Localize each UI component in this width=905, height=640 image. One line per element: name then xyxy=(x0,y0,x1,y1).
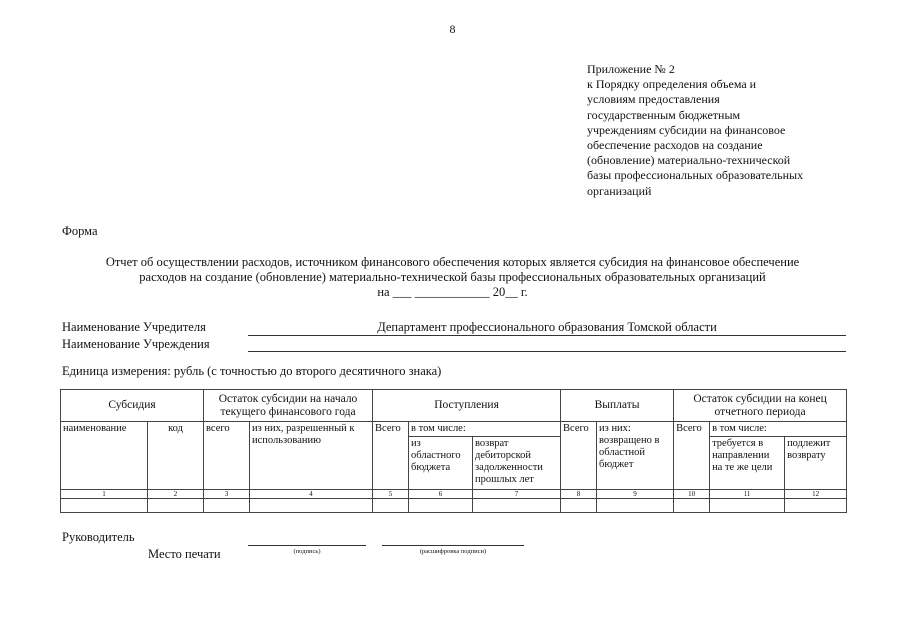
col-end-total: Всего xyxy=(674,422,710,490)
col-payments-total: Всего xyxy=(561,422,597,490)
column-number: 1 xyxy=(61,490,148,499)
table-cell xyxy=(710,499,785,513)
column-number: 4 xyxy=(250,490,373,499)
page-number: 8 xyxy=(449,22,456,36)
column-number: 2 xyxy=(148,490,204,499)
appendix-line: Приложение № 2 xyxy=(587,62,675,76)
table-cell xyxy=(250,499,373,513)
table-cell xyxy=(373,499,409,513)
header-remain-start: Остаток субсидии на начало текущего финансового года xyxy=(204,390,373,422)
table-cell xyxy=(561,499,597,513)
signature-decode-line xyxy=(382,545,524,546)
signature-decode-caption: (расшифровка подписи) xyxy=(419,548,487,555)
col-allowed: из них, разрешенный к использованию xyxy=(250,422,373,490)
table-cell xyxy=(597,499,674,513)
column-numbers-row xyxy=(61,490,847,499)
report-date-line: на ___ ____________ 20__ г. xyxy=(377,285,528,299)
appendix-line: обеспечение расходов на создание xyxy=(587,138,763,153)
col-end-needed: требуется в направлении на те же цели xyxy=(710,437,785,490)
col-name: наименование xyxy=(61,422,148,490)
column-number: 12 xyxy=(785,490,847,499)
col-end-to-return: подлежит возврату xyxy=(785,437,847,490)
signature-caption: (подпись) xyxy=(293,548,321,555)
header-receipts: Поступления xyxy=(373,390,561,422)
column-number: 7 xyxy=(473,490,561,499)
col-code: код xyxy=(148,422,204,490)
appendix-line: (обновление) материально-технической xyxy=(587,153,791,168)
column-number: 5 xyxy=(373,490,409,499)
table-cell xyxy=(473,499,561,513)
appendix-line: к Порядку определения объема и xyxy=(587,77,757,92)
col-payments-returned: возвращено в областной бюджет xyxy=(599,435,660,470)
column-number: 8 xyxy=(561,490,597,499)
institution-field xyxy=(248,336,846,352)
col-end-including: в том числе: xyxy=(710,422,847,437)
appendix-line: государственным бюджетным xyxy=(587,107,741,122)
unit-of-measure: Единица измерения: рубль (с точностью до второго десятичного знака) xyxy=(62,364,442,378)
report-title-line-2: расходов на создание (обновление) материально-технической базы профессиональных образовательных организаций xyxy=(139,270,766,284)
founder-value: Департамент профессионального образования Томской области xyxy=(377,320,717,334)
report-table xyxy=(60,389,847,513)
header-remain-end: Остаток субсидии на конец отчетного периода xyxy=(674,390,847,422)
col-payments-of-them-label: из них: xyxy=(599,423,631,434)
appendix-line: базы профессиональных образовательных xyxy=(587,168,804,183)
col-receipts-including: в том числе: xyxy=(409,422,561,437)
appendix-block xyxy=(587,62,887,199)
table-cell xyxy=(409,499,473,513)
form-label: Форма xyxy=(62,224,98,238)
table-cell xyxy=(785,499,847,513)
signature-line xyxy=(248,545,366,546)
stamp-label: Место печати xyxy=(148,547,221,561)
report-title-line-1: Отчет об осуществлении расходов, источником финансового обеспечения которых является субсидия на финансовое обеспечение xyxy=(105,255,800,269)
header-subsidy: Субсидия xyxy=(61,390,204,422)
header-payments: Выплаты xyxy=(561,390,674,422)
col-receipts-total: Всего xyxy=(373,422,409,490)
col-total: всего xyxy=(204,422,250,490)
table-cell xyxy=(204,499,250,513)
appendix-line: условиям предоставления xyxy=(587,92,720,107)
founder-field xyxy=(248,320,846,336)
institution-label: Наименование Учреждения xyxy=(62,337,210,351)
head-label: Руководитель xyxy=(62,530,135,544)
col-payments-of-them xyxy=(597,422,674,490)
report-title xyxy=(40,255,865,300)
table-row xyxy=(61,499,847,513)
table-cell xyxy=(148,499,204,513)
founder-label: Наименование Учредителя xyxy=(62,320,206,334)
table-cell xyxy=(674,499,710,513)
table-cell xyxy=(61,499,148,513)
appendix-line: учреждениям субсидии на финансовое xyxy=(587,122,786,137)
column-number: 6 xyxy=(409,490,473,499)
appendix-line: организаций xyxy=(587,183,652,198)
column-number: 3 xyxy=(204,490,250,499)
col-receipts-regional: из областного бюджета xyxy=(409,437,473,490)
col-receipts-debt-return: возврат дебиторской задолженности прошлых лет xyxy=(473,437,561,490)
column-number: 9 xyxy=(597,490,674,499)
column-number: 10 xyxy=(674,490,710,499)
column-number: 11 xyxy=(710,490,785,499)
